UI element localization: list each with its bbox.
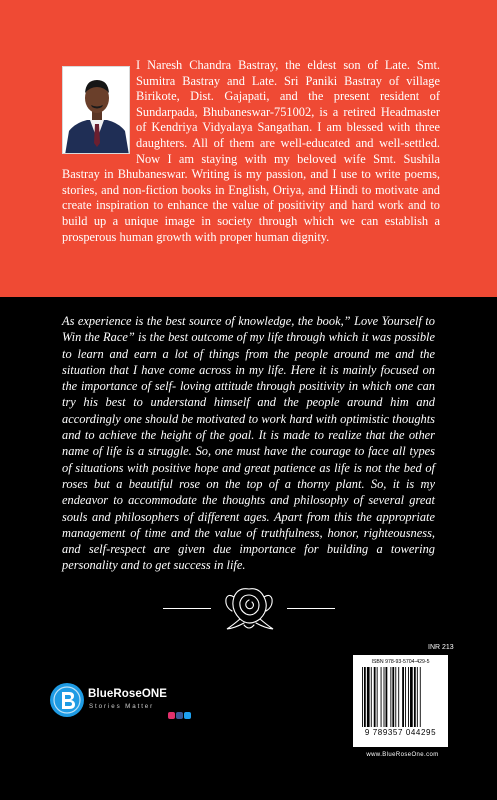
facebook-icon: [176, 712, 183, 719]
twitter-icon: [184, 712, 191, 719]
book-blurb: As experience is the best source of knowledge, the book,” Love Yourself to Win the Race” is the best outcome of my life through which it was possible to learn and earn a lot of things from the people around me and the situation that I have come across in my life. Here it is mainly focused on the importance of self- loving attitude through positivity in which one can try his best to understand himself and the people around him and accordingly one should be motivated to work hard with optimistic thoughts and to achieve the height of the goal. It is made to realize that the other name of life is a struggle. So, one must have the courage to face all types of situations with positive hope and great patience as life is not the bed of roses but a beautiful rose on the top of a thorny plant. So, it is my endeavor to accommodate the thoughts and philosophy of several great souls and philosophers of different ages. Apart from this the appropriate management of time and the value of truthfulness, honor, righteousness, and self-respect are given due importance for building a towering personality and to get success in life.: [62, 314, 435, 573]
divider-left: [163, 608, 211, 609]
barcode-bars: [362, 667, 440, 727]
photo-spacer: [62, 58, 136, 156]
rose-icon: [218, 583, 280, 635]
isbn-text: ISBN 978-93-5704-429-5: [371, 659, 430, 665]
author-bio-text: I Naresh Chandra Bastray, the eldest son of Late. Smt. Sumitra Bastray and Late. Sri Paniki Bastray of village Birikote, Dist. Gajapati, and the present resident of Sundarpada, Bhubaneswar-751002, is a retired Headmaster of Kendriya Vidyalaya Sangathan. I am blessed with three daughters. All of them are well-educated and well-settled. Now I am staying with my beloved wife Smt. Sushila Bastray in Bhubaneswar. Writing is my passion, and I use to write poems, stories, and non-fiction books in English, Oriya, and Hindi to motivate and create inspiration to enhance the value of positivity and hard work and to build up a unique image in society through which we can establish a prosperous human growth with proper human dignity.: [62, 58, 440, 244]
barcode-number: 9 789357 044295: [364, 728, 437, 737]
price-label: INR 213: [428, 644, 454, 651]
publisher-name: BlueRoseONE: [88, 688, 168, 700]
publisher-tagline: Stories Matter: [89, 703, 155, 710]
social-icons: [168, 712, 191, 719]
publisher-website: www.BlueRoseOne.com: [366, 752, 439, 758]
author-bio: [62, 58, 440, 245]
instagram-icon: [168, 712, 175, 719]
divider-right: [287, 608, 335, 609]
barcode: [353, 655, 448, 747]
author-panel: [0, 0, 497, 297]
bluerose-logo-icon: [50, 683, 84, 717]
